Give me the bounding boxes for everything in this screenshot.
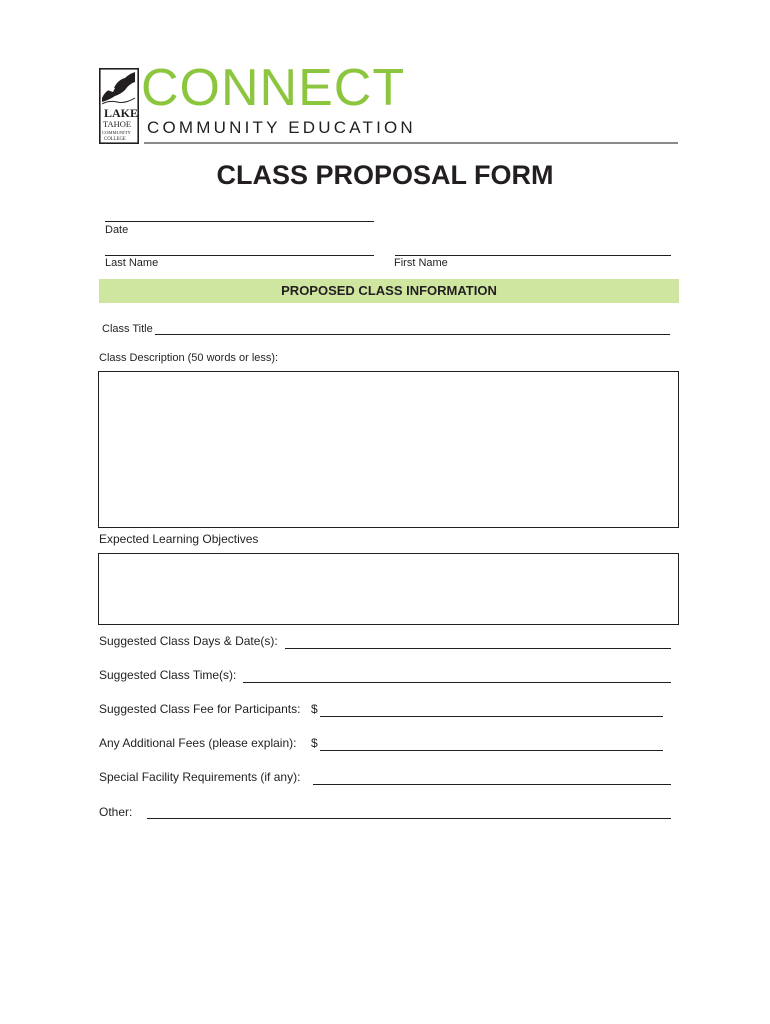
- logo-text-community: COMMUNITY: [102, 130, 131, 135]
- lake-tahoe-college-logo: [99, 68, 139, 144]
- header-divider: [144, 142, 678, 144]
- class-title-field[interactable]: [155, 334, 670, 335]
- date-label: Date: [105, 224, 129, 236]
- additional-fees-label: Any Additional Fees (please explain):: [99, 736, 297, 750]
- class-description-label: Class Description (50 words or less):: [99, 352, 279, 364]
- class-title-label: Class Title: [102, 323, 153, 335]
- other-field[interactable]: [147, 818, 671, 819]
- additional-fees-field[interactable]: [320, 750, 663, 751]
- additional-fees-currency: $: [311, 736, 318, 750]
- other-label: Other:: [99, 805, 133, 819]
- class-days-label: Suggested Class Days & Date(s):: [99, 634, 278, 648]
- class-fee-label: Suggested Class Fee for Participants:: [99, 702, 301, 716]
- last-name-label: Last Name: [105, 257, 159, 269]
- class-times-field[interactable]: [243, 682, 671, 683]
- class-description-box[interactable]: [98, 371, 679, 528]
- form-title: CLASS PROPOSAL FORM: [216, 160, 554, 190]
- logo-text-tahoe: TAHOE: [103, 119, 132, 129]
- class-days-field[interactable]: [285, 648, 671, 649]
- brand-title: CONNECT: [141, 59, 406, 117]
- first-name-field[interactable]: [395, 255, 671, 256]
- logo-text-college: COLLEGE: [104, 137, 126, 142]
- facility-requirements-label: Special Facility Requirements (if any):: [99, 770, 301, 784]
- first-name-label: First Name: [394, 257, 448, 269]
- learning-objectives-label: Expected Learning Objectives: [99, 532, 259, 546]
- date-field[interactable]: [105, 221, 374, 222]
- facility-requirements-field[interactable]: [313, 784, 671, 785]
- class-fee-currency: $: [311, 702, 318, 716]
- brand-subtitle: COMMUNITY EDUCATION: [147, 118, 416, 137]
- logo-text-lake: LAKE: [104, 106, 139, 120]
- section-heading-proposed-class: PROPOSED CLASS INFORMATION: [99, 279, 679, 303]
- class-fee-field[interactable]: [320, 716, 663, 717]
- last-name-field[interactable]: [105, 255, 374, 256]
- class-times-label: Suggested Class Time(s):: [99, 668, 237, 682]
- learning-objectives-box[interactable]: [98, 553, 679, 625]
